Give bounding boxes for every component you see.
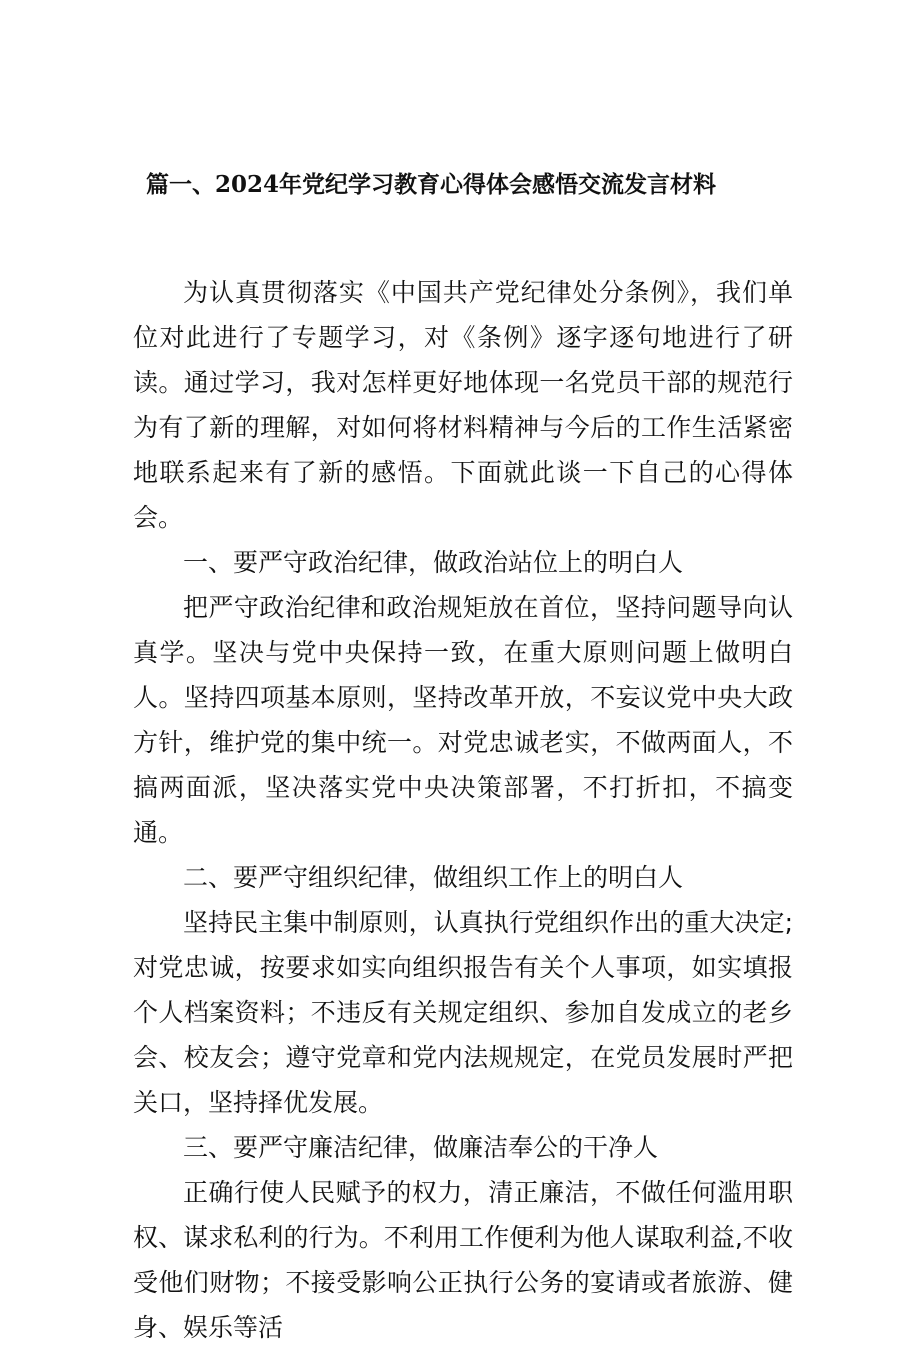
document-body	[133, 270, 793, 1350]
organization-paragraph: 坚持民主集中制原则，认真执行党组织作出的重大决定;对党忠诚，按要求如实向组织报告有关个人事项，如实填报个人档案资料；不违反有关规定组织、参加自发成立的老乡会、校友会；遵守党章和党内法规规定，在党员发展时严把关口，坚持择优发展。	[133, 908, 793, 1117]
section-heading-political: 一、要严守政治纪律，做政治站位上的明白人	[183, 548, 684, 577]
section-heading-integrity: 三、要严守廉洁纪律，做廉洁奉公的干净人	[183, 1133, 659, 1162]
political-paragraph: 把严守政治纪律和政治规矩放在首位，坚持问题导向认真学。坚决与党中央保持一致，在重大原则问题上做明白人。坚持四项基本原则，坚持改革开放，不妄议党中央大政方针，维护党的集中统一。对党忠诚老实，不做两面人，不搞两面派，坚决落实党中央决策部署，不打折扣，不搞变通。	[133, 593, 793, 847]
document-title: 篇一、2024年党纪学习教育心得体会感悟交流发言材料	[146, 171, 717, 198]
integrity-paragraph: 正确行使人民赋予的权力，清正廉洁，不做任何滥用职权、谋求私利的行为。不利用工作便利为他人谋取利益,不收受他们财物；不接受影响公正执行公务的宴请或者旅游、健身、娱乐等活	[133, 1178, 793, 1342]
intro-paragraph: 为认真贯彻落实《中国共产党纪律处分条例》，我们单位对此进行了专题学习，对《条例》逐字逐句地进行了研读。通过学习，我对怎样更好地体现一名党员干部的规范行为有了新的理解，对如何将材料精神与今后的工作生活紧密地联系起来有了新的感悟。下面就此谈一下自己的心得体会。	[133, 278, 793, 532]
section-heading-organization: 二、要严守组织纪律，做组织工作上的明白人	[183, 863, 684, 892]
